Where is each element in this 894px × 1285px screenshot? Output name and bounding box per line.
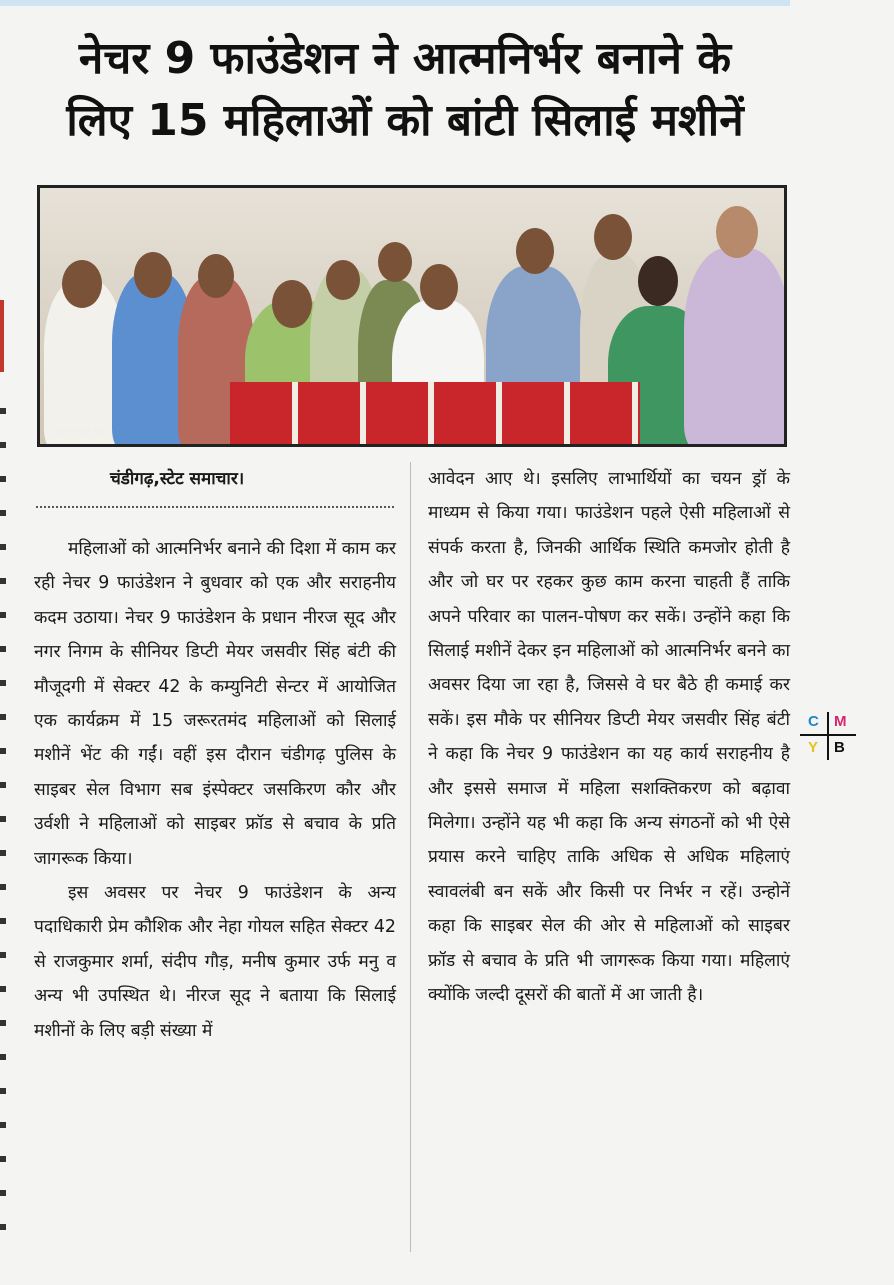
reg-vertical-line [827, 712, 829, 760]
reg-m: M [834, 713, 847, 730]
paragraph-1: महिलाओं को आत्मनिर्भर बनाने की दिशा में काम कर रही नेचर 9 फाउंडेशन ने बुधवार को एक और सराहनीय कदम उठाया। नेचर 9 फाउंडेशन के प्रधान नीरज सूद और नगर निगम के सीनियर डिप्टी मेयर जसवीर सिंह बंटी की मौजूदगी में सेक्टर 42 के कम्युनिटी सेन्टर में आयोजित एक कार्यक्रम में 15 जरूरतमंद महिलाओं को सिलाई मशीनें भेंट की गईं। वहीं इस दौरान चंडीगढ़ पुलिस के साइबर सेल विभाग सब इंस्पेक्टर जसकिरण कौर और उर्वशी ने महिलाओं को साइबर फ्रॉड से बचाव के प्रति जागरूक किया। [34, 539, 396, 869]
news-photo [37, 185, 787, 447]
headline [20, 28, 790, 152]
left-edge-marks [0, 380, 6, 1240]
paragraph-2: इस अवसर पर नेचर 9 फाउंडेशन के अन्य पदाधिकारी प्रेम कौशिक और नेहा गोयल सहित सेक्टर 42 से राजकुमार शर्मा, संदीप गौड़, मनीष कुमार उर्फ मनु व अन्य भी उपस्थित थे। नीरज सूद ने बताया कि सिलाई मशीनों के लिए बड़ी संख्या में [34, 883, 396, 1041]
registration-mark [800, 712, 856, 760]
dateline: चंडीगढ़,स्टेट समाचार। [110, 469, 245, 489]
headline-line-2: लिए 15 महिलाओं को बांटी सिलाई मशीनें [66, 95, 744, 146]
paragraph-3: आवेदन आए थे। इसलिए लाभार्थियों का चयन ड्रॉ के माध्यम से किया गया। फाउंडेशन पहले ऐसी महिलाओं से संपर्क करता है, जिनकी आर्थिक स्थिति कमजोर होती है और जो घर पर रहकर कुछ काम करना चाहती हैं ताकि अपने परिवार का पालन-पोषण कर सकें। उन्होंने कहा कि सिलाई मशीनें देकर इन महिलाओं को आत्मनिर्भर बनने का अवसर दिया जा रहा है, जिससे वे घर बैठे ही कमाई कर सकें। इस मौके पर सीनियर डिप्टी मेयर जसवीर सिंह बंटी ने कहा कि नेचर 9 फाउंडेशन का यह कार्य सराहनीय है और इससे समाज में महिला सशक्तिकरण को बढ़ावा मिलेगा। उन्होंने यह भी कहा कि अन्य संगठनों को भी ऐसे प्रयास करने चाहिए ताकि अधिक से अधिक महिलाएं स्वावलंबी बन सकें और किसी पर निर्भर न रहें। उन्होनें कहा कि साइबर सेल की ओर से महिलाओं को साइबर फ्रॉड से बचाव के प्रति भी जागरूक किया गया। महिलाएं क्योंकि जल्दी दूसरों की बातों में आ जाती है। [428, 469, 790, 1006]
camera-watermark: vivo Y39 5G [52, 428, 107, 438]
top-color-strip [0, 0, 790, 6]
column-divider [410, 462, 411, 1252]
reg-c: C [808, 713, 819, 730]
article-column-1 [34, 532, 396, 1048]
headline-line-1: नेचर 9 फाउंडेशन ने आत्मनिर्भर बनाने के [78, 33, 732, 84]
dotted-divider [36, 506, 394, 508]
left-red-rule [0, 300, 4, 372]
reg-y: Y [808, 739, 819, 756]
reg-b: B [834, 739, 845, 756]
article-column-2 [428, 462, 790, 1013]
